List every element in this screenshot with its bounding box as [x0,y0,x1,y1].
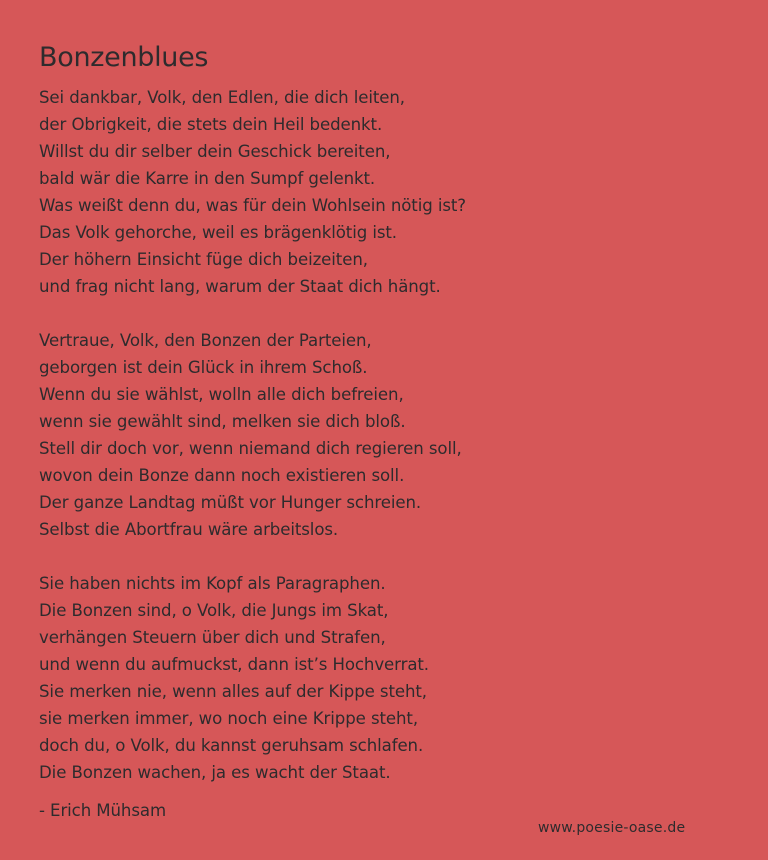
verse-line: Das Volk gehorche, weil es brägenklötig ist. [39,223,397,242]
verse-line: Der höhern Einsicht füge dich beizeiten, [39,250,368,269]
verse-line: Was weißt denn du, was für dein Wohlsein nötig ist? [39,196,467,215]
website-url: www.poesie-oase.de [538,820,686,836]
verse-line: Vertraue, Volk, den Bonzen der Parteien, [39,331,372,350]
verse-line: wovon dein Bonze dann noch existieren soll. [39,466,405,485]
verse-line: Sie haben nichts im Kopf als Paragraphen. [39,574,386,593]
verse-line: Sei dankbar, Volk, den Edlen, die dich leiten, [39,88,405,107]
verse-line: und wenn du aufmuckst, dann ist’s Hochverrat. [39,655,429,674]
verse-line: sie merken immer, wo noch eine Krippe steht, [39,709,418,728]
verse-line: Die Bonzen sind, o Volk, die Jungs im Skat, [39,601,389,620]
verse-line: bald wär die Karre in den Sumpf gelenkt. [39,169,376,188]
verse-line: der Obrigkeit, die stets dein Heil bedenkt. [39,115,383,134]
verse-line: Selbst die Abortfrau wäre arbeitslos. [39,520,339,539]
stanza-3 [39,570,739,786]
verse-line: wenn sie gewählt sind, melken sie dich bloß. [39,412,406,431]
stanza-2 [39,327,739,543]
verse-line: geborgen ist dein Glück in ihrem Schoß. [39,358,368,377]
verse-line: und frag nicht lang, warum der Staat dich hängt. [39,277,441,296]
poem-card [39,40,739,813]
poem-author: - Erich Mühsam [39,801,167,820]
verse-line: Sie merken nie, wenn alles auf der Kippe steht, [39,682,427,701]
verse-line: Willst du dir selber dein Geschick bereiten, [39,142,391,161]
poem-title: Bonzenblues [39,42,209,73]
verse-line: Stell dir doch vor, wenn niemand dich regieren soll, [39,439,462,458]
verse-line: Wenn du sie wählst, wolln alle dich befreien, [39,385,404,404]
verse-line: doch du, o Volk, du kannst geruhsam schlafen. [39,736,424,755]
verse-line: Die Bonzen wachen, ja es wacht der Staat. [39,763,391,782]
stanza-1 [39,84,739,300]
verse-line: verhängen Steuern über dich und Strafen, [39,628,386,647]
verse-line: Der ganze Landtag müßt vor Hunger schreien. [39,493,422,512]
